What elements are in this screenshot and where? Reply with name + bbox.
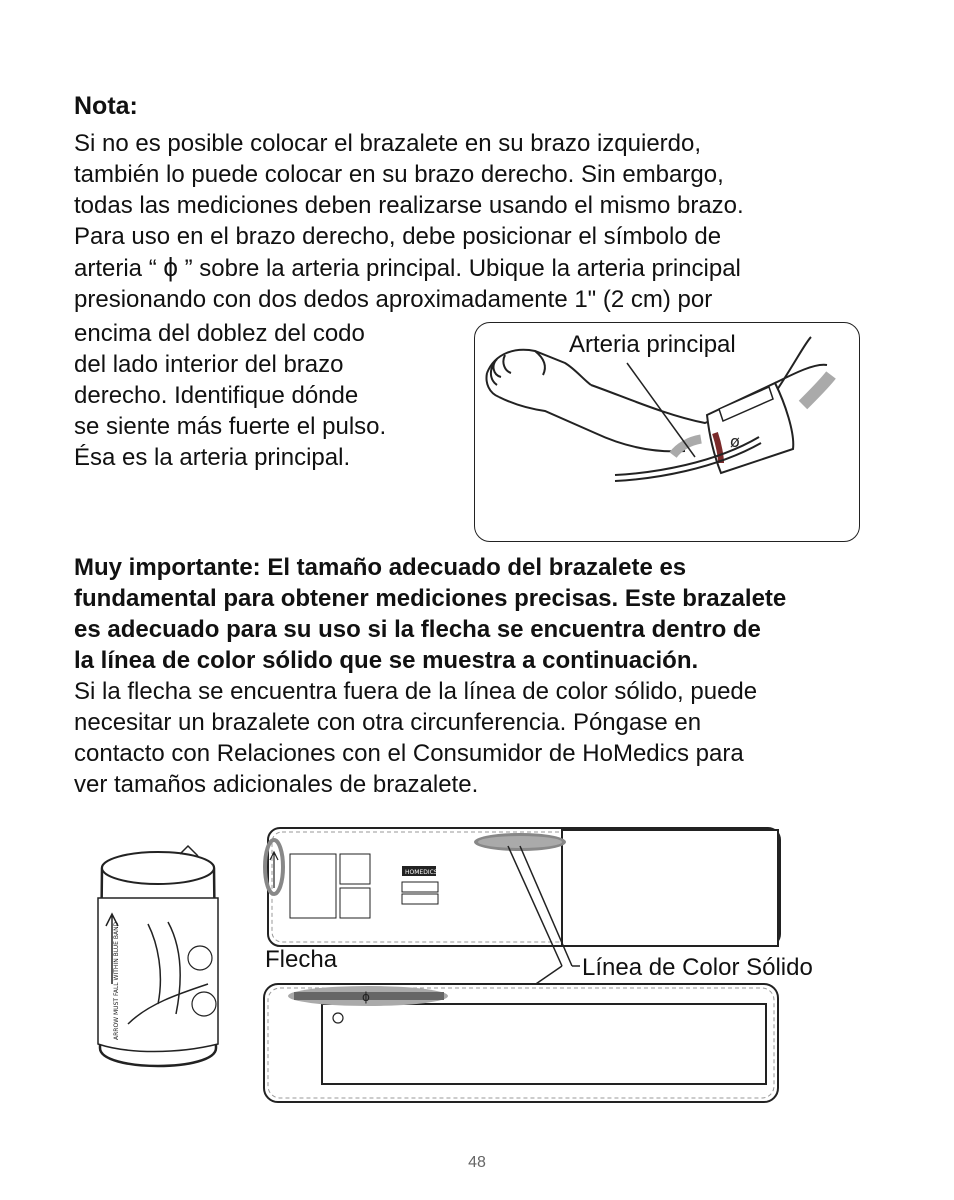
important-line-2: necesitar un brazalete con otra circunferencia. Póngase en [74, 709, 702, 736]
note-side-line-3: derecho. Identifique dónde [74, 382, 359, 409]
note-side-paragraph [74, 318, 454, 473]
arm-cuff-figure [474, 322, 860, 542]
note-line-6: presionando con dos dedos aproximadamente 1" (2 cm) por [74, 286, 713, 313]
brand-text: HOMEDICS [405, 869, 438, 876]
solid-line-label: Línea de Color Sólido [582, 954, 813, 981]
note-paragraph [74, 128, 874, 315]
svg-text:ø: ø [730, 432, 740, 451]
important-bold-paragraph [74, 552, 894, 676]
note-line-5 [74, 252, 874, 284]
important-bold-line-3: es adecuado para su uso si la flecha se encuentra dentro de [74, 616, 761, 643]
note-line-5-prefix: arteria “ [74, 255, 157, 282]
artery-symbol-icon: ϕ [163, 252, 178, 282]
note-side-line-4: se siente más fuerte el pulso. [74, 413, 387, 440]
note-line-2: también lo puede colocar en su brazo derecho. Sin embargo, [74, 161, 724, 188]
note-line-3: todas las mediciones deben realizarse usando el mismo brazo. [74, 192, 744, 219]
note-side-line-5: Ésa es la arteria principal. [74, 444, 351, 471]
note-line-1: Si no es posible colocar el brazalete en su brazo izquierdo, [74, 130, 702, 157]
cuff-arrow-text: ARROW MUST FALL WITHIN BLUE BAND [113, 921, 120, 1040]
artery-label: Arteria principal [569, 331, 736, 358]
note-side-line-1: encima del doblez del codo [74, 320, 365, 347]
flat-cuff-bottom-illustration [258, 978, 788, 1108]
note-heading: Nota: [74, 92, 138, 120]
important-bold-line-2: fundamental para obtener mediciones precisas. Este brazalete [74, 585, 787, 612]
note-side-line-2: del lado interior del brazo [74, 351, 344, 378]
important-bold-line-1: Muy importante: El tamaño adecuado del brazalete es [74, 554, 687, 581]
important-line-4: ver tamaños adicionales de brazalete. [74, 771, 479, 798]
page-number: 48 [468, 1154, 486, 1171]
important-paragraph [74, 676, 894, 800]
important-bold-line-4: la línea de color sólido que se muestra a continuación. [74, 647, 699, 674]
note-line-5-suffix: ” [184, 255, 193, 282]
important-line-1: Si la flecha se encuentra fuera de la línea de color sólido, puede [74, 678, 758, 705]
arm-illustration [475, 323, 859, 541]
bottom-artery-symbol: ϕ [362, 990, 370, 1004]
arrow-label: Flecha [265, 946, 338, 973]
rolled-cuff-illustration [88, 834, 228, 1094]
important-line-3: contacto con Relaciones con el Consumidor de HoMedics para [74, 740, 744, 767]
note-line-5-rest: sobre la arteria principal. Ubique la arteria principal [199, 255, 741, 282]
note-line-4: Para uso en el brazo derecho, debe posicionar el símbolo de [74, 223, 722, 250]
